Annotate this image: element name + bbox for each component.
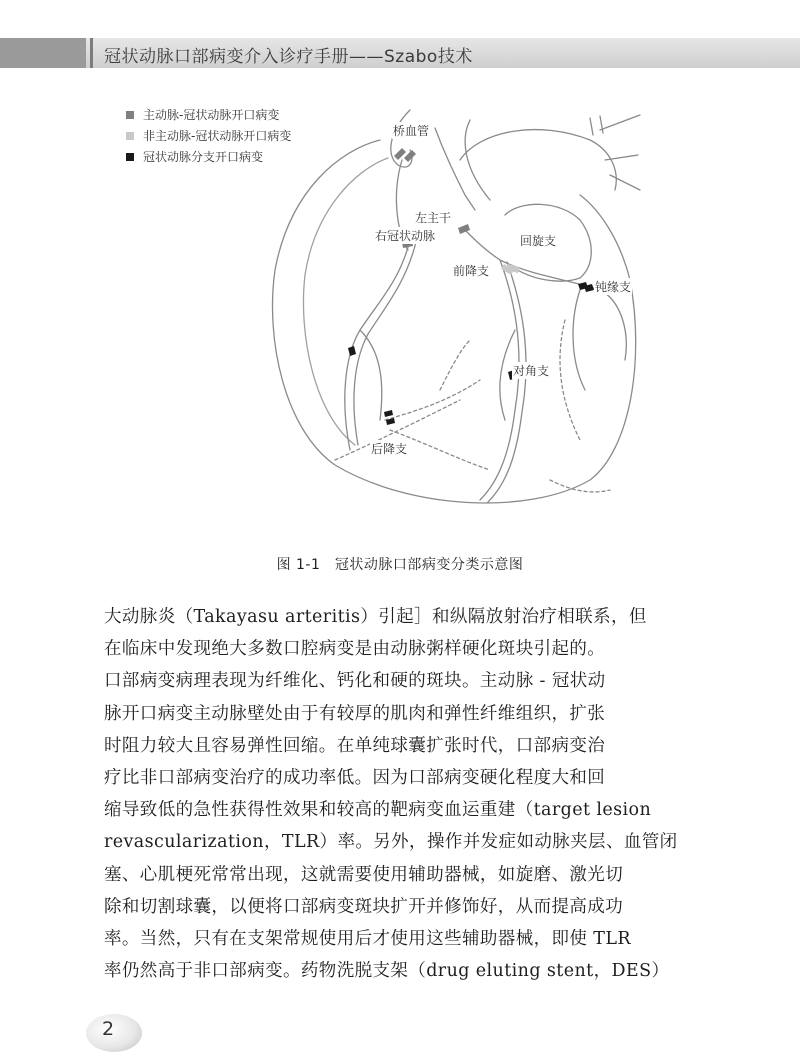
label-diagonal: 对角支 [513, 364, 550, 378]
header-separator [90, 38, 93, 68]
header-accent [0, 38, 86, 68]
body-line: 时阻力较大且容易弹性回缩。在单纯球囊扩张时代，口部病变治 [104, 735, 606, 756]
dashed-vessel [440, 340, 470, 390]
body-paragraph [104, 601, 694, 987]
label-lad: 前降支 [453, 264, 490, 278]
page-number-badge [86, 1010, 146, 1054]
label-pda: 后降支 [371, 442, 408, 456]
body-line: 率。当然，只有在支架常规使用后才使用这些辅助器械，即使 TLR [104, 929, 631, 950]
heart-inner-outline [303, 158, 388, 445]
label-left-main: 左主干 [415, 211, 452, 225]
heart-outline [273, 140, 636, 503]
page-number: 2 [102, 1018, 115, 1040]
pulmonary-branch [605, 155, 640, 190]
body-line: 除和切割球囊，以便将口部病变斑块扩开并修饰好，从而提高成功 [104, 896, 624, 917]
marginal [573, 290, 585, 390]
label-circumflex: 回旋支 [520, 234, 557, 248]
legend-swatch-non-aorto-ostial [126, 132, 134, 140]
legend-label: 冠状动脉分支开口病变 [143, 150, 264, 164]
figure-caption: 图 1-1 冠状动脉口部病变分类示意图 [276, 557, 524, 573]
vessel-stub [590, 116, 603, 135]
pulmonary-trunk [460, 130, 616, 190]
aorta [435, 128, 475, 210]
dashed-vessel [560, 320, 580, 440]
dashed-vessel [550, 480, 610, 492]
aorta-wall [465, 120, 490, 200]
label-obtuse-marginal: 钝缘支 [595, 280, 632, 294]
pulmonary-branch [600, 115, 640, 130]
label-right-coronary: 右冠状动脉 [375, 229, 436, 243]
body-line: 缩导致低的急性获得性效果和较高的靶病变血运重建（target lesion [104, 800, 652, 821]
body-line: 口部病变病理表现为纤维化、钙化和硬的斑块。主动脉 - 冠状动 [104, 671, 606, 692]
body-line: 在临床中发现绝大多数口腔病变是由动脉粥样硬化斑块引起的。 [104, 639, 606, 660]
left-main [465, 230, 500, 260]
legend-swatch-branch-ostial [126, 153, 134, 161]
body-line: 大动脉炎（Takayasu arteritis）引起］和纵隔放射治疗相联系，但 [104, 607, 647, 627]
lesion-marker-rca-branch [348, 346, 356, 356]
lesion-marker-bridge [394, 148, 416, 162]
legend-label: 主动脉-冠状动脉开口病变 [143, 108, 280, 122]
body-line: revascularization，TLR）率。另外，操作并发症如动脉夹层、血管闭 [104, 832, 678, 853]
label-bridge-vessel: 桥血管 [393, 124, 430, 138]
lad-wall [488, 262, 526, 502]
legend-label: 非主动脉-冠状动脉开口病变 [143, 129, 292, 143]
running-header-title: 冠状动脉口部病变介入诊疗手册——Szabo技术 [104, 47, 473, 67]
body-line: 塞、心肌梗死常常出现，这就需要使用辅助器械，如旋磨、激光切 [104, 864, 624, 885]
body-line: 率仍然高于非口部病变。药物洗脱支架（drug eluting stent，DES） [104, 961, 670, 982]
heart-diagram [260, 100, 660, 540]
legend-swatch-aorto-ostial [126, 111, 134, 119]
body-line: 疗比非口部病变治疗的成功率低。因为口部病变硬化程度大和回 [104, 768, 606, 789]
body-line: 脉开口病变主动脉壁处由于有较厚的肌肉和弹性纤维组织，扩张 [104, 703, 606, 724]
lad [480, 260, 519, 500]
